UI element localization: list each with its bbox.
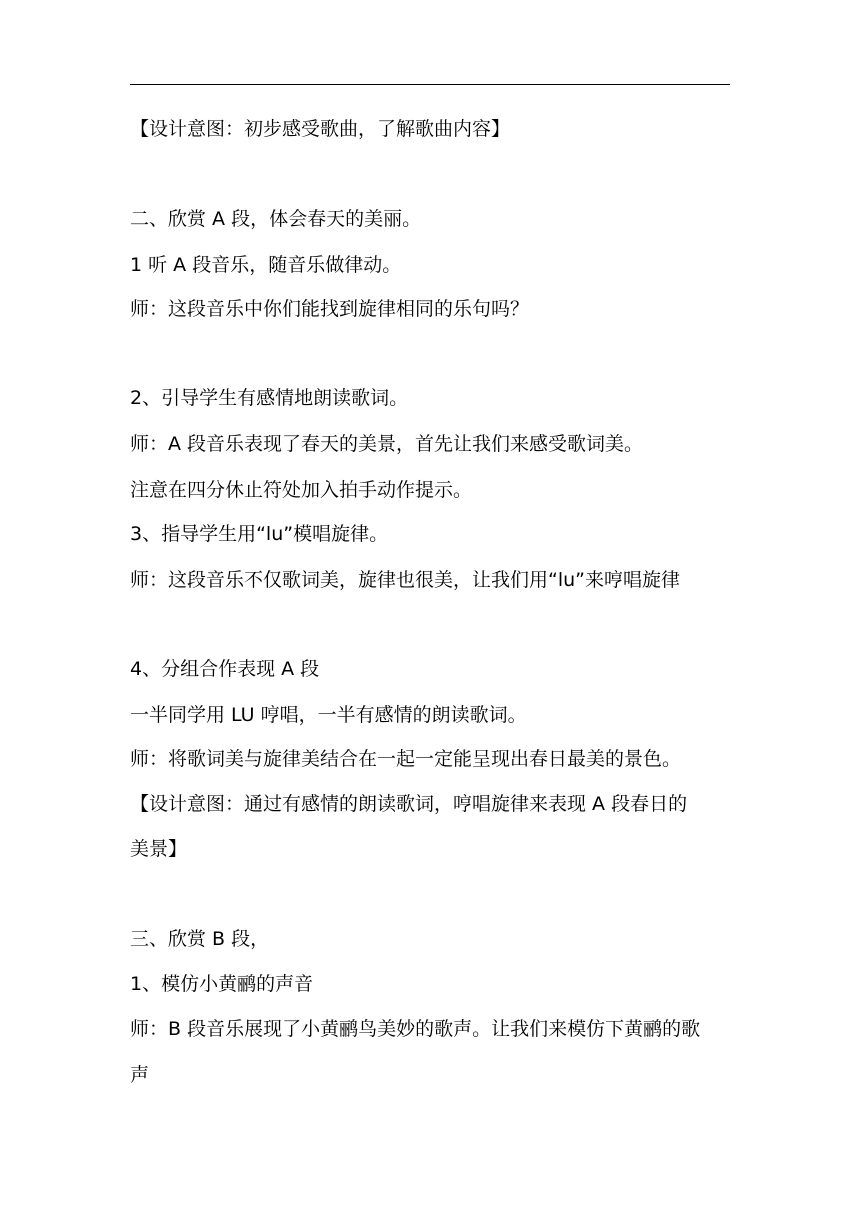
step-imitate-oriole: 1、模仿小黄鹂的声音 [130, 973, 314, 995]
teacher-oriole-note-cont: 声 [130, 1064, 150, 1086]
rest-clap-note: 注意在四分休止符处加入拍手动作提示。 [130, 479, 473, 501]
step-group-work: 4、分组合作表现 A 段 [130, 658, 320, 680]
teacher-lyrics-note: 师：A 段音乐表现了春天的美景，首先让我们来感受歌词美。 [130, 433, 644, 455]
group-division-note: 一半同学用 LU 哼唱，一半有感情的朗读歌词。 [130, 704, 527, 726]
teacher-oriole-note: 师：B 段音乐展现了小黄鹂鸟美妙的歌声。让我们来模仿下黄鹂的歌 [130, 1018, 701, 1040]
step-hum-lu: 3、指导学生用“lu”模唱旋律。 [130, 523, 389, 545]
teacher-melody-note: 师：这段音乐不仅歌词美，旋律也很美，让我们用“lu”来哼唱旋律 [130, 569, 681, 591]
design-intent-note: 【设计意图：初步感受歌曲，了解歌曲内容】 [130, 118, 511, 140]
design-intent-a-cont: 美景】 [130, 838, 188, 860]
design-intent-a: 【设计意图：通过有感情的朗读歌词，哼唱旋律来表现 A 段春日的 [130, 793, 688, 815]
teacher-question: 师：这段音乐中你们能找到旋律相同的乐句吗？ [130, 298, 530, 320]
section-heading-appreciate-a: 二、欣赏 A 段，体会春天的美丽。 [130, 208, 422, 230]
step-read-lyrics: 2、引导学生有感情地朗读歌词。 [130, 387, 409, 409]
step-listen-a: 1 听 A 段音乐，随音乐做律动。 [130, 254, 402, 276]
section-heading-appreciate-b: 三、欣赏 B 段， [130, 928, 270, 950]
header-rule [130, 84, 730, 85]
teacher-combine-note: 师：将歌词美与旋律美结合在一起一定能呈现出春日最美的景色。 [130, 748, 682, 770]
